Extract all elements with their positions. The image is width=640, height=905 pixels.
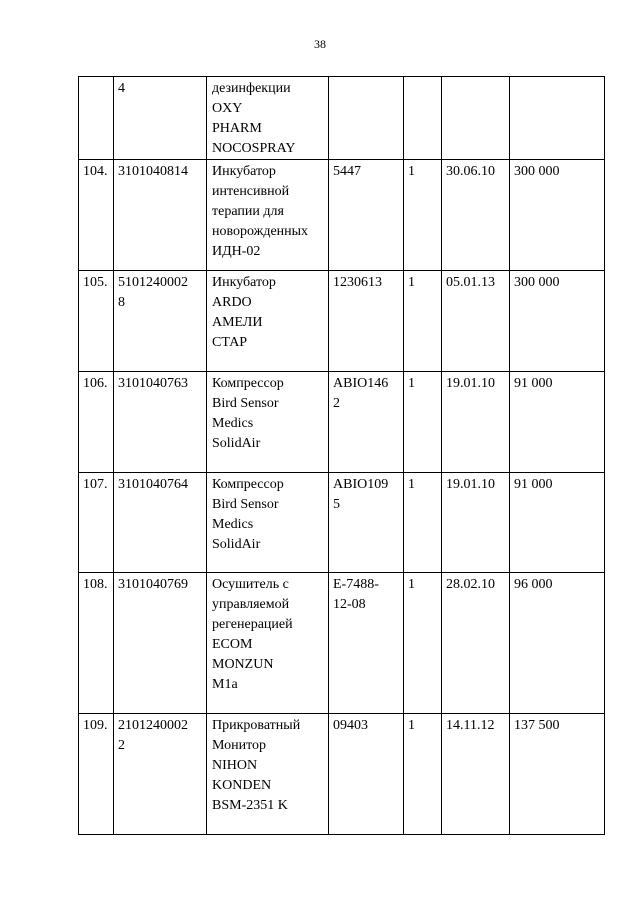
row-number-cell: 104. xyxy=(79,160,114,271)
date-cell: 19.01.10 xyxy=(442,473,510,573)
item-name-cell: Инкубатор ARDO АМЕЛИ СТАР xyxy=(207,271,329,372)
item-name-cell: дезинфекции OXY PHARM NOCOSPRAY xyxy=(207,77,329,160)
date-cell xyxy=(442,77,510,160)
date-cell: 05.01.13 xyxy=(442,271,510,372)
price-cell: 91 000 xyxy=(510,473,605,573)
row-number-cell: 105. xyxy=(79,271,114,372)
price-cell: 137 500 xyxy=(510,714,605,835)
page-number: 38 xyxy=(314,37,326,51)
quantity-cell: 1 xyxy=(404,160,442,271)
serial-number-cell: 09403 xyxy=(329,714,404,835)
item-name-cell: Осушитель с управляемой регенерацией ECOM MONZUN M1a xyxy=(207,573,329,714)
quantity-cell: 1 xyxy=(404,271,442,372)
row-number-cell: 109. xyxy=(79,714,114,835)
inventory-number-cell: 2101240002 2 xyxy=(114,714,207,835)
table-row xyxy=(79,271,605,372)
date-cell: 28.02.10 xyxy=(442,573,510,714)
quantity-cell: 1 xyxy=(404,714,442,835)
row-number-cell xyxy=(79,77,114,160)
price-cell: 91 000 xyxy=(510,372,605,473)
row-number-cell: 108. xyxy=(79,573,114,714)
inventory-number-cell: 3101040763 xyxy=(114,372,207,473)
table-row xyxy=(79,77,605,160)
row-number-cell: 106. xyxy=(79,372,114,473)
table-row xyxy=(79,714,605,835)
inventory-number-cell: 3101040814 xyxy=(114,160,207,271)
quantity-cell xyxy=(404,77,442,160)
price-cell xyxy=(510,77,605,160)
quantity-cell: 1 xyxy=(404,573,442,714)
inventory-table xyxy=(78,76,605,835)
table-row xyxy=(79,573,605,714)
quantity-cell: 1 xyxy=(404,473,442,573)
serial-number-cell: 1230613 xyxy=(329,271,404,372)
table-row xyxy=(79,372,605,473)
item-name-cell: Компрессор Bird Sensor Medics SolidAir xyxy=(207,372,329,473)
serial-number-cell xyxy=(329,77,404,160)
date-cell: 14.11.12 xyxy=(442,714,510,835)
table-row xyxy=(79,473,605,573)
price-cell: 96 000 xyxy=(510,573,605,714)
inventory-number-cell: 4 xyxy=(114,77,207,160)
row-number-cell: 107. xyxy=(79,473,114,573)
inventory-number-cell: 3101040764 xyxy=(114,473,207,573)
price-cell: 300 000 xyxy=(510,271,605,372)
price-cell: 300 000 xyxy=(510,160,605,271)
table-row xyxy=(79,160,605,271)
item-name-cell: Прикроватный Монитор NIHON KONDEN BSM-2351 K xyxy=(207,714,329,835)
date-cell: 30.06.10 xyxy=(442,160,510,271)
serial-number-cell: ABIO109 5 xyxy=(329,473,404,573)
item-name-cell: Инкубатор интенсивной терапии для новорожденных ИДН-02 xyxy=(207,160,329,271)
quantity-cell: 1 xyxy=(404,372,442,473)
inventory-number-cell: 5101240002 8 xyxy=(114,271,207,372)
serial-number-cell: ABIO146 2 xyxy=(329,372,404,473)
serial-number-cell: E-7488- 12-08 xyxy=(329,573,404,714)
item-name-cell: Компрессор Bird Sensor Medics SolidAir xyxy=(207,473,329,573)
date-cell: 19.01.10 xyxy=(442,372,510,473)
serial-number-cell: 5447 xyxy=(329,160,404,271)
inventory-number-cell: 3101040769 xyxy=(114,573,207,714)
